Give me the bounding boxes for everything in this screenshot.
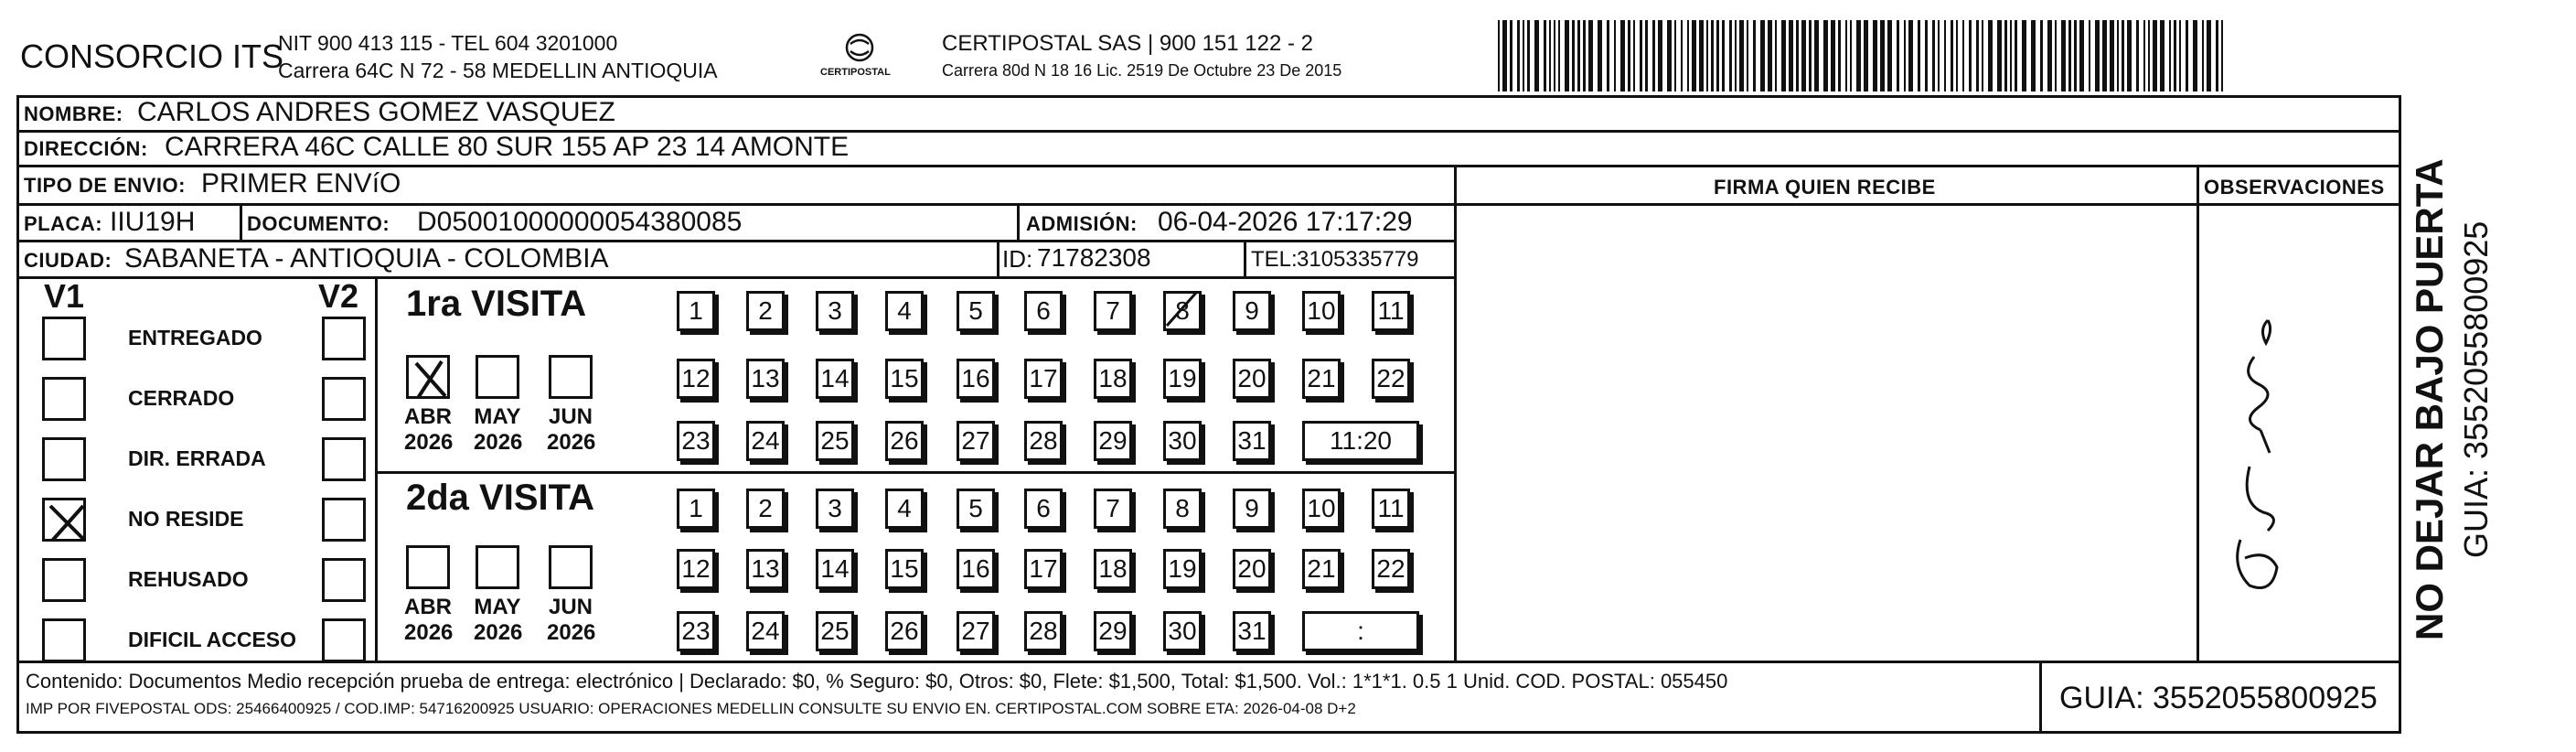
barcode-bar <box>1880 20 1885 91</box>
year-label: 2026 <box>547 620 596 645</box>
barcode-bar <box>1572 20 1575 91</box>
day-box[interactable]: 8 <box>1163 291 1202 331</box>
day-box[interactable]: 21 <box>1302 359 1341 399</box>
month-checkbox[interactable] <box>549 355 593 399</box>
barcode-bar <box>1781 20 1786 91</box>
day-box[interactable]: 15 <box>885 549 924 589</box>
status-label: CERRADO <box>128 386 235 410</box>
barcode-bar <box>1856 20 1861 91</box>
footer-guia: GUIA: 3552055800925 <box>2059 681 2378 715</box>
v1-label: V1 <box>44 277 85 315</box>
barcode-bar <box>2160 20 2164 91</box>
barcode-bar <box>2216 20 2218 91</box>
day-box[interactable]: 24 <box>746 611 785 651</box>
year-label: 2026 <box>474 620 523 645</box>
barcode-bar <box>1747 20 1748 91</box>
barcode-bar <box>1845 20 1847 91</box>
certipostal-name: CERTIPOSTAL SAS | 900 151 122 - 2 <box>942 31 1313 56</box>
barcode-bar <box>1823 20 1828 91</box>
month-label: JUN <box>548 404 593 429</box>
v1-checkbox[interactable] <box>42 498 86 542</box>
direccion-value: CARRERA 46C CALLE 80 SUR 155 AP 23 14 AMONTE <box>165 132 850 162</box>
barcode-bar <box>1544 20 1546 91</box>
day-box[interactable]: 8 <box>1163 489 1202 529</box>
day-box[interactable]: 26 <box>885 421 924 461</box>
barcode-bar <box>2174 20 2176 91</box>
day-box[interactable]: 27 <box>957 611 995 651</box>
documento-label: DOCUMENTO: <box>247 212 390 235</box>
barcode-bar <box>1711 20 1714 91</box>
barcode-bar <box>2117 20 2119 91</box>
barcode-bar <box>1988 20 1993 91</box>
barcode-bar <box>2074 20 2077 91</box>
col-line <box>1454 165 1457 661</box>
barcode-bar <box>1583 20 1586 91</box>
barcode-bar <box>1620 20 1625 91</box>
day-box[interactable]: 5 <box>957 489 995 529</box>
barcode-bar <box>1864 20 1868 91</box>
barcode-bar <box>1502 20 1507 91</box>
day-box[interactable]: 16 <box>957 359 995 399</box>
barcode-bar <box>1873 20 1877 91</box>
day-box[interactable]: 14 <box>816 359 854 399</box>
day-box[interactable]: 18 <box>1094 549 1132 589</box>
day-box[interactable]: 10 <box>1302 489 1341 529</box>
v2-checkbox[interactable] <box>322 618 366 662</box>
day-box[interactable]: 23 <box>677 611 715 651</box>
day-box[interactable]: 13 <box>746 549 785 589</box>
firma-label: FIRMA QUIEN RECIBE <box>1714 176 1936 199</box>
barcode-bar <box>1628 20 1630 91</box>
day-box[interactable]: 26 <box>885 611 924 651</box>
day-box[interactable]: 29 <box>1094 421 1132 461</box>
barcode-bar <box>2143 20 2145 91</box>
barcode-bar <box>2031 20 2036 91</box>
day-box[interactable]: 21 <box>1302 549 1341 589</box>
barcode-bar <box>1904 20 1906 91</box>
day-box[interactable]: 31 <box>1233 421 1271 461</box>
barcode-bar <box>1706 20 1708 91</box>
barcode-bar <box>2110 20 2114 91</box>
barcode-bar <box>2122 20 2124 91</box>
day-box[interactable]: 7 <box>1094 489 1132 529</box>
check-mark-icon <box>409 358 453 402</box>
first-visit-title: 1ra VISITA <box>406 284 587 324</box>
row-line <box>16 661 2401 663</box>
v1-checkbox[interactable] <box>42 437 86 481</box>
barcode-bar <box>1523 20 1524 91</box>
barcode-bar <box>1667 20 1672 91</box>
barcode-bar <box>2102 20 2107 91</box>
row-line <box>375 471 1454 474</box>
barcode-bar <box>1681 20 1683 91</box>
barcode-bar <box>1652 20 1655 91</box>
logo-text: CERTIPOSTAL <box>820 67 891 78</box>
day-box[interactable]: 1 <box>677 291 715 331</box>
barcode-bar <box>1674 20 1676 91</box>
day-box[interactable]: 5 <box>957 291 995 331</box>
second-visit-title: 2da VISITA <box>406 478 594 518</box>
imp-text: IMP POR FIVEPOSTAL ODS: 25466400925 / COD.IMP: 54716200925 USUARIO: OPERACIONES MEDELLIN CONSULTE SU ENVIO EN. CERTIPOSTAL.COM SOBRE ETA: 2026-04-08 D+2 <box>26 700 1356 717</box>
admision-label: ADMISIÓN: <box>1026 212 1138 235</box>
nombre-value: CARLOS ANDRES GOMEZ VASQUEZ <box>137 97 615 127</box>
contenido-text: Contenido: Documentos Medio recepción prueba de entrega: electrónico | Declarado: $0, % Seguro: $0, Otros: $0, Flete: $1,500, Total: $1,500. Vol.: 1*1*1. 0.5 1 Unid. COD. POSTAL: 055450 <box>26 670 1728 693</box>
barcode-bar <box>1735 20 1737 91</box>
day-box[interactable]: 18 <box>1094 359 1132 399</box>
barcode-bar <box>1982 20 1983 91</box>
direccion-label: DIRECCIÓN: <box>24 137 148 160</box>
col-line <box>2197 165 2199 661</box>
barcode-bar <box>2015 20 2017 91</box>
barcode-bar <box>2221 20 2223 91</box>
year-label: 2026 <box>404 430 454 455</box>
barcode-bar <box>1809 20 1812 91</box>
day-box[interactable]: 27 <box>957 421 995 461</box>
company-nit-tel: NIT 900 413 115 - TEL 604 3201000 <box>278 31 618 55</box>
barcode-bar <box>1549 20 1551 91</box>
barcode-bar <box>1527 20 1530 91</box>
barcode-bar <box>1801 20 1806 91</box>
barcode-bar <box>1692 20 1696 91</box>
company-address: Carrera 64C N 72 - 58 MEDELLIN ANTIOQUIA <box>278 59 718 82</box>
col-line <box>1244 240 1246 276</box>
row-line <box>16 240 1454 242</box>
col-line <box>997 240 999 276</box>
barcode-bar <box>2022 20 2026 91</box>
side-guia: GUIA: 3552055800925 <box>2457 220 2495 558</box>
barcode-bar <box>2095 20 2100 91</box>
barcode-bar <box>2079 20 2084 91</box>
barcode-bar <box>1687 20 1689 91</box>
month-checkbox[interactable] <box>476 355 519 399</box>
barcode-bar <box>1598 20 1602 91</box>
time-box[interactable]: : <box>1302 611 1419 651</box>
day-box[interactable]: 2 <box>746 489 785 529</box>
barcode-bar <box>1658 20 1662 91</box>
barcode-bar <box>1850 20 1852 91</box>
day-box[interactable]: 15 <box>885 359 924 399</box>
day-box[interactable]: 30 <box>1163 611 1202 651</box>
barcode-bar <box>1908 20 1913 91</box>
barcode-bar <box>2186 20 2188 91</box>
barcode-bar <box>1722 20 1725 91</box>
month-checkbox[interactable] <box>406 355 450 399</box>
day-box[interactable]: 17 <box>1024 359 1063 399</box>
day-box[interactable]: 14 <box>816 549 854 589</box>
barcode-bar <box>1577 20 1580 91</box>
barcode-bar <box>1938 20 1940 91</box>
day-box[interactable]: 11 <box>1372 291 1410 331</box>
barcode-bar <box>2061 20 2066 91</box>
day-box[interactable]: 24 <box>746 421 785 461</box>
v2-checkbox[interactable] <box>322 498 366 542</box>
barcode-bar <box>2169 20 2171 91</box>
time-box[interactable]: 11:20 <box>1302 421 1419 461</box>
barcode-bar <box>1768 20 1772 91</box>
v1-checkbox[interactable] <box>42 377 86 421</box>
barcode-bar <box>1633 20 1635 91</box>
day-box[interactable]: 13 <box>746 359 785 399</box>
barcode-bar <box>1775 20 1777 91</box>
status-label: DIFICIL ACCESO <box>128 628 297 651</box>
ciudad-value: SABANETA - ANTIOQUIA - COLOMBIA <box>124 243 609 274</box>
no-dejar-bajo-puerta: NO DEJAR BAJO PUERTA <box>2408 158 2451 640</box>
barcode-bar <box>1838 20 1841 91</box>
day-box[interactable]: 20 <box>1233 359 1271 399</box>
v2-checkbox[interactable] <box>322 377 366 421</box>
day-box[interactable]: 22 <box>1372 549 1410 589</box>
day-box[interactable]: 11 <box>1372 489 1410 529</box>
day-box[interactable]: 22 <box>1372 359 1410 399</box>
status-label: NO RESIDE <box>128 507 244 531</box>
day-box[interactable]: 30 <box>1163 421 1202 461</box>
barcode-bar <box>2040 20 2043 91</box>
barcode-bar <box>1796 20 1799 91</box>
barcode-bar <box>1932 20 1935 91</box>
nombre-label: NOMBRE: <box>24 102 123 125</box>
certipostal-address: Carrera 80d N 18 16 Lic. 2519 De Octubre 23 De 2015 <box>942 61 1342 80</box>
day-box[interactable]: 20 <box>1233 549 1271 589</box>
month-label: JUN <box>548 595 593 619</box>
barcode-bar <box>1831 20 1835 91</box>
barcode-bar <box>1699 20 1704 91</box>
row-line <box>16 276 1454 279</box>
observaciones-label: OBSERVACIONES <box>2204 176 2385 199</box>
id-value: 71782308 <box>1037 243 1151 272</box>
barcode-bar <box>1588 20 1593 91</box>
barcode-bar <box>1554 20 1555 91</box>
month-checkbox[interactable] <box>406 545 450 589</box>
barcode-bar <box>2010 20 2012 91</box>
admision-value: 06-04-2026 17:17:29 <box>1158 207 1413 237</box>
certipostal-logo <box>809 31 910 82</box>
barcode-bar <box>1498 20 1500 91</box>
barcode-bar <box>1739 20 1744 91</box>
day-box[interactable]: 19 <box>1163 359 1202 399</box>
barcode-bar <box>1510 20 1512 91</box>
check-mark-icon <box>45 500 89 544</box>
barcode-bar <box>1558 20 1560 91</box>
month-checkbox[interactable] <box>476 545 519 589</box>
barcode-bar <box>1645 20 1648 91</box>
row-line <box>16 165 2401 167</box>
v2-checkbox[interactable] <box>322 317 366 360</box>
day-box[interactable]: 3 <box>816 291 854 331</box>
day-box[interactable]: 25 <box>816 421 854 461</box>
barcode-bar <box>1956 20 1958 91</box>
v1-checkbox[interactable] <box>42 558 86 602</box>
barcode-bar <box>1640 20 1642 91</box>
barcode-bar <box>1925 20 1928 91</box>
barcode-bar <box>1944 20 1946 91</box>
barcode-bar <box>2207 20 2211 91</box>
row-line <box>16 203 2401 206</box>
year-label: 2026 <box>474 430 523 455</box>
day-box[interactable]: 25 <box>816 611 854 651</box>
status-label: ENTREGADO <box>128 326 262 349</box>
barcode-bar <box>1951 20 1953 91</box>
month-label: MAY <box>474 404 521 429</box>
documento-value: D05001000000054380085 <box>417 207 743 237</box>
day-box[interactable]: 28 <box>1024 421 1063 461</box>
barcode-bar <box>2047 20 2052 91</box>
day-box[interactable]: 9 <box>1233 489 1271 529</box>
status-label: DIR. ERRADA <box>128 446 266 470</box>
tel-label: TEL: <box>1251 247 1298 272</box>
barcode-bar <box>1897 20 1899 91</box>
day-box[interactable]: 4 <box>885 489 924 529</box>
barcode-bar <box>1716 20 1719 91</box>
day-box[interactable]: 1 <box>677 489 715 529</box>
barcode-bar <box>2202 20 2204 91</box>
month-label: MAY <box>474 595 521 619</box>
barcode-bar <box>1517 20 1520 91</box>
barcode-bar <box>1753 20 1756 91</box>
placa-value: IIU19H <box>110 207 196 237</box>
barcode-bar <box>1534 20 1539 91</box>
day-strike-mark <box>1158 285 1205 333</box>
day-box[interactable]: 12 <box>677 549 715 589</box>
barcode-bar <box>1887 20 1892 91</box>
col-line <box>240 203 242 240</box>
month-checkbox[interactable] <box>549 545 593 589</box>
barcode-bar <box>1760 20 1765 91</box>
tipo-envio-value: PRIMER ENVíO <box>201 168 401 199</box>
day-box[interactable]: 7 <box>1094 291 1132 331</box>
month-label: ABR <box>404 404 452 429</box>
id-label: ID: <box>1002 245 1033 273</box>
barcode-bar <box>1729 20 1732 91</box>
barcode-bar <box>1962 20 1964 91</box>
col-line <box>375 276 378 661</box>
month-label: ABR <box>404 595 452 619</box>
day-box[interactable]: 29 <box>1094 611 1132 651</box>
day-box[interactable]: 28 <box>1024 611 1063 651</box>
day-box[interactable]: 2 <box>746 291 785 331</box>
day-box[interactable]: 6 <box>1024 489 1063 529</box>
day-box[interactable]: 16 <box>957 549 995 589</box>
day-box[interactable]: 31 <box>1233 611 1271 651</box>
placa-label: PLACA: <box>24 212 103 235</box>
day-box[interactable]: 17 <box>1024 549 1063 589</box>
year-label: 2026 <box>404 620 454 645</box>
day-box[interactable]: 19 <box>1163 549 1202 589</box>
barcode-bar <box>2068 20 2071 91</box>
ciudad-label: CIUDAD: <box>24 249 112 272</box>
barcode-bar <box>1614 20 1616 91</box>
day-box[interactable]: 10 <box>1302 291 1341 331</box>
year-label: 2026 <box>547 430 596 455</box>
barcode-bar <box>2089 20 2090 91</box>
day-box[interactable]: 12 <box>677 359 715 399</box>
barcode-bar <box>2193 20 2197 91</box>
barcode-bar <box>2136 20 2139 91</box>
barcode-bar <box>1997 20 2002 91</box>
barcode-bar <box>1969 20 1972 91</box>
col-line <box>2039 661 2042 734</box>
v2-checkbox[interactable] <box>322 558 366 602</box>
company-name: CONSORCIO ITS <box>20 38 284 75</box>
day-box[interactable]: 23 <box>677 421 715 461</box>
col-line <box>1017 203 1020 240</box>
barcode-bar <box>1607 20 1609 91</box>
barcode-bar <box>2153 20 2157 91</box>
barcode-bar <box>1918 20 1920 91</box>
barcode-bar <box>2004 20 2007 91</box>
day-box[interactable]: 9 <box>1233 291 1271 331</box>
recipient-signature <box>2204 293 2304 604</box>
day-box[interactable]: 3 <box>816 489 854 529</box>
day-box[interactable]: 6 <box>1024 291 1063 331</box>
barcode-bar <box>2179 20 2181 91</box>
v1-checkbox[interactable] <box>42 618 86 662</box>
v2-checkbox[interactable] <box>322 437 366 481</box>
barcode-bar <box>2148 20 2150 91</box>
barcode-bar <box>1789 20 1793 91</box>
day-box[interactable]: 4 <box>885 291 924 331</box>
tipo-envio-label: TIPO DE ENVIO: <box>24 174 186 197</box>
barcode <box>1498 20 2229 91</box>
barcode-bar <box>2127 20 2132 91</box>
v1-checkbox[interactable] <box>42 317 86 360</box>
barcode-bar <box>1814 20 1819 91</box>
status-label: REHUSADO <box>128 567 249 591</box>
barcode-bar <box>1565 20 1569 91</box>
tel-value: 3105335779 <box>1297 247 1419 272</box>
barcode-bar <box>2055 20 2057 91</box>
barcode-bar <box>1976 20 1979 91</box>
v2-label: V2 <box>318 277 359 315</box>
